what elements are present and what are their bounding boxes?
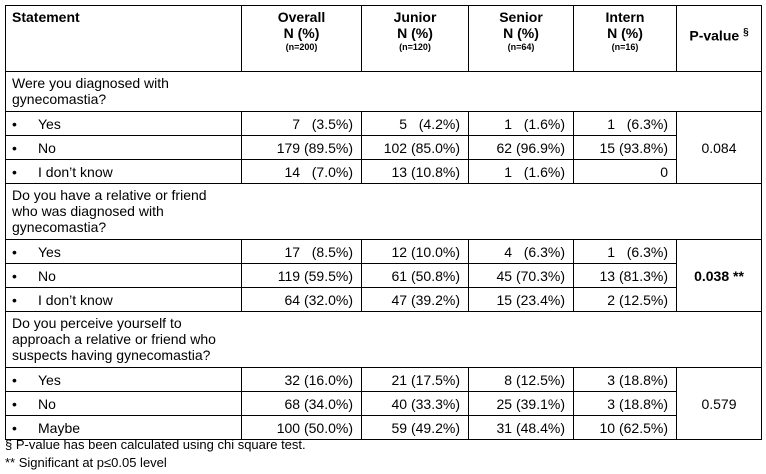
header-row xyxy=(6,6,762,72)
intern-value: 15 (93.8%) xyxy=(574,136,677,160)
intern-header-title: Intern xyxy=(605,9,645,25)
results-table xyxy=(5,5,762,440)
answer-row xyxy=(6,136,762,160)
bullet-icon: • xyxy=(12,243,17,260)
junior-value: 59 (49.2%) xyxy=(362,416,469,440)
intern-header-unit: N (%) xyxy=(607,25,643,41)
senior-header-unit: N (%) xyxy=(503,25,539,41)
answer-label: I don’t know xyxy=(38,163,113,180)
answer-label-cell xyxy=(6,368,242,392)
bullet-icon: • xyxy=(12,139,17,156)
overall-header-unit: N (%) xyxy=(283,25,320,41)
senior-header xyxy=(469,6,574,72)
overall-value: 179 (89.5%) xyxy=(242,136,362,160)
overall-header-n: (n=200) xyxy=(285,42,318,52)
junior-header-title: Junior xyxy=(393,9,437,25)
intern-value: 13 (81.3%) xyxy=(574,264,677,288)
answer-label-cell xyxy=(6,240,242,264)
answer-label: I don’t know xyxy=(38,291,113,308)
answer-label: Yes xyxy=(38,115,61,132)
question-text: Do you perceive yourself to approach a relative or friend who suspects having gynecomastia? xyxy=(6,312,762,368)
bullet-icon: • xyxy=(12,163,17,180)
junior-value: 13 (10.8%) xyxy=(362,160,469,184)
significance-mark: ** xyxy=(733,267,744,284)
junior-header xyxy=(362,6,469,72)
junior-header-n: (n=120) xyxy=(399,42,431,52)
answer-label: No xyxy=(38,267,56,284)
answer-label-cell xyxy=(6,112,242,136)
answer-label-cell xyxy=(6,264,242,288)
pvalue-cell xyxy=(677,240,762,312)
bullet-icon: • xyxy=(12,419,17,436)
bullet-icon: • xyxy=(12,291,17,308)
overall-value: 68 (34.0%) xyxy=(242,392,362,416)
intern-value: 1 (6.3%) xyxy=(574,240,677,264)
overall-header xyxy=(242,6,362,72)
pvalue-cell xyxy=(677,368,762,440)
intern-value: 2 (12.5%) xyxy=(574,288,677,312)
answer-label: No xyxy=(38,395,56,412)
senior-value: 4 (6.3%) xyxy=(469,240,574,264)
intern-header-n: (n=16) xyxy=(611,42,639,52)
intern-value: 10 (62.5%) xyxy=(574,416,677,440)
answer-label: Yes xyxy=(38,371,61,388)
answer-label-cell xyxy=(6,136,242,160)
question-row xyxy=(6,72,762,112)
pvalue-header-label: P-value xyxy=(689,27,740,44)
answer-row xyxy=(6,288,762,312)
overall-value: 14 (7.0%) xyxy=(242,160,362,184)
intern-header xyxy=(574,6,677,72)
overall-value: 64 (32.0%) xyxy=(242,288,362,312)
question-row xyxy=(6,184,762,240)
answer-label-cell xyxy=(6,392,242,416)
pvalue: 0.084 xyxy=(701,139,737,156)
intern-value: 3 (18.8%) xyxy=(574,368,677,392)
statement-header: Statement xyxy=(6,6,242,72)
overall-value: 7 (3.5%) xyxy=(242,112,362,136)
answer-label-cell xyxy=(6,288,242,312)
senior-value: 15 (23.4%) xyxy=(469,288,574,312)
footnote-significance: ** Significant at p≤0.05 level xyxy=(5,455,167,470)
senior-value: 62 (96.9%) xyxy=(469,136,574,160)
answer-row xyxy=(6,416,762,440)
answer-label: No xyxy=(38,139,56,156)
answer-row xyxy=(6,368,762,392)
intern-value: 0 xyxy=(574,160,677,184)
answer-label: Yes xyxy=(38,243,61,260)
bullet-icon: • xyxy=(12,267,17,284)
answer-label: Maybe xyxy=(38,419,81,436)
answer-row xyxy=(6,112,762,136)
intern-value: 1 (6.3%) xyxy=(574,112,677,136)
bullet-icon: • xyxy=(12,395,17,412)
junior-value: 5 (4.2%) xyxy=(362,112,469,136)
answer-row xyxy=(6,392,762,416)
intern-value: 3 (18.8%) xyxy=(574,392,677,416)
question-text: Do you have a relative or friend who was diagnosed with gynecomastia? xyxy=(6,184,762,240)
junior-value: 61 (50.8%) xyxy=(362,264,469,288)
junior-value: 102 (85.0%) xyxy=(362,136,469,160)
senior-header-title: Senior xyxy=(499,9,543,25)
answer-label-cell xyxy=(6,160,242,184)
pvalue: 0.038 xyxy=(694,267,730,284)
junior-value: 40 (33.3%) xyxy=(362,392,469,416)
senior-header-n: (n=64) xyxy=(507,42,535,52)
pvalue-header-mark: § xyxy=(743,27,749,39)
question-text: Were you diagnosed with gynecomastia? xyxy=(6,72,762,112)
overall-header-title: Overall xyxy=(277,9,326,25)
overall-value: 32 (16.0%) xyxy=(242,368,362,392)
senior-value: 8 (12.5%) xyxy=(469,368,574,392)
bullet-icon: • xyxy=(12,371,17,388)
junior-value: 12 (10.0%) xyxy=(362,240,469,264)
senior-value: 25 (39.1%) xyxy=(469,392,574,416)
pvalue-cell xyxy=(677,112,762,184)
overall-value: 17 (8.5%) xyxy=(242,240,362,264)
answer-row xyxy=(6,160,762,184)
senior-value: 1 (1.6%) xyxy=(469,112,574,136)
junior-value: 47 (39.2%) xyxy=(362,288,469,312)
senior-value: 1 (1.6%) xyxy=(469,160,574,184)
overall-value: 119 (59.5%) xyxy=(242,264,362,288)
junior-value: 21 (17.5%) xyxy=(362,368,469,392)
junior-header-unit: N (%) xyxy=(397,25,433,41)
question-row xyxy=(6,312,762,368)
pvalue-header xyxy=(677,6,762,72)
footnote-chi-square: § P-value has been calculated using chi square test. xyxy=(5,437,306,452)
answer-label-cell xyxy=(6,416,242,440)
senior-value: 31 (48.4%) xyxy=(469,416,574,440)
answer-row xyxy=(6,240,762,264)
overall-value: 100 (50.0%) xyxy=(242,416,362,440)
senior-value: 45 (70.3%) xyxy=(469,264,574,288)
answer-row xyxy=(6,264,762,288)
bullet-icon: • xyxy=(12,115,17,132)
pvalue: 0.579 xyxy=(701,395,737,412)
